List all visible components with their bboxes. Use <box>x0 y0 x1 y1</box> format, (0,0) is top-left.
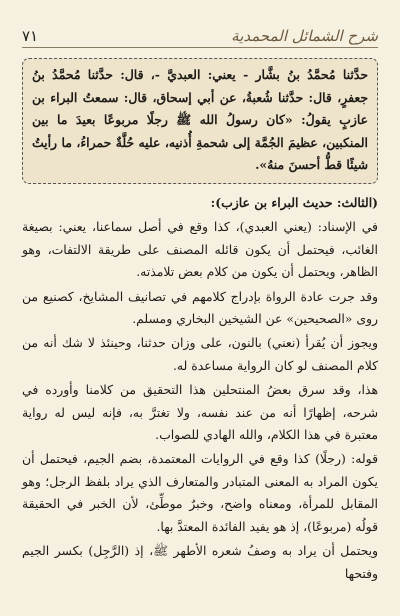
paragraph: وقد جرت عادة الرواة بإدراج كلامهم في تصانيف المشايخ، كصنيع من روى «الصحيحين» عن الشيخين البخاري ومسلم. <box>22 288 378 327</box>
paragraph: في الإسناد: (يعني العبدي)، كذا وقع في أصل سماعنا، يعني: بصيغة الغائب، فيحتمل أن يكون قائله المصنف على طريقة الالتفات، وهو الظاهر، ويحتمل أن يكون من كلام بعض تلامذته. <box>22 219 378 280</box>
paragraph: قوله: (رجلًا) كذا وقع في الروايات المعتمدة، بضم الجيم، فيحتمل أن يكون المراد به المعنى المتبادر والمتعارف الذي يراد بلفظ الرجل؛ وهو المقابل للمرأة، ومعناه واضح، وخبرٌ موطِّئ، لأن الخبر في الحقيقة قولُه (مربوعًا)، إذ هو يفيد الفائدة المعتدَّ بها. <box>22 451 378 534</box>
paragraph: ويجوز أن يُقرأ (نعني) بالنون، على وزان حدثنا، وحينئذ لا شك أنه من كلام المصنف لو كان الرواية مساعدة له. <box>22 335 378 373</box>
hadith-text-box <box>22 58 378 184</box>
hadith-line: حدَّثنا مُحمَّدُ بنُ بشَّار - يعني: العبديَّ -، قال: حدَّثنا مُحمَّدُ بنُ جعفرٍ، <box>32 67 368 105</box>
running-title: شرح الشمائل المحمدية <box>231 27 378 45</box>
hadith-line: قال: حدَّثنا شُعبةُ، عن أبي إسحاق، قال: سمعتُ البراء بن عازبٍ يقولُ: «كان <box>32 89 368 127</box>
paragraph: هذا، وقد سرق بعضُ المنتحلين هذا التحقيق من كلامنا وأورده في شرحه، إظهارًا أنه من عند نفسه، ولا تغترَّ به، فإنه ليس له رواية معتبرة في هذا الكلام، والله الهادي للصواب. <box>22 382 378 443</box>
hadith-line: عليه حُلَّةٌ حمراءُ، ما رأيتُ شيئًا قطُّ أحسنَ منهُ». <box>32 134 368 172</box>
hadith-text <box>32 64 368 177</box>
paragraph: ويحتمل أن يراد به وصفُ شعره الأطهر ﷺ، إذ (الرَّجِل) بكسر الجيم وفتحها <box>22 543 378 581</box>
page-header <box>22 14 378 48</box>
page-number: ٧١ <box>22 27 39 45</box>
section-heading: (الثالث: حديث البراء بن عازب): <box>210 195 378 210</box>
hadith-line: رسولُ الله ﷺ رجلًا مربوعًا بعيدَ ما بين المنكبين، عظيمَ الجُمَّة إلى شحمةِ أُذنيه، <box>32 112 368 150</box>
commentary <box>22 192 378 587</box>
